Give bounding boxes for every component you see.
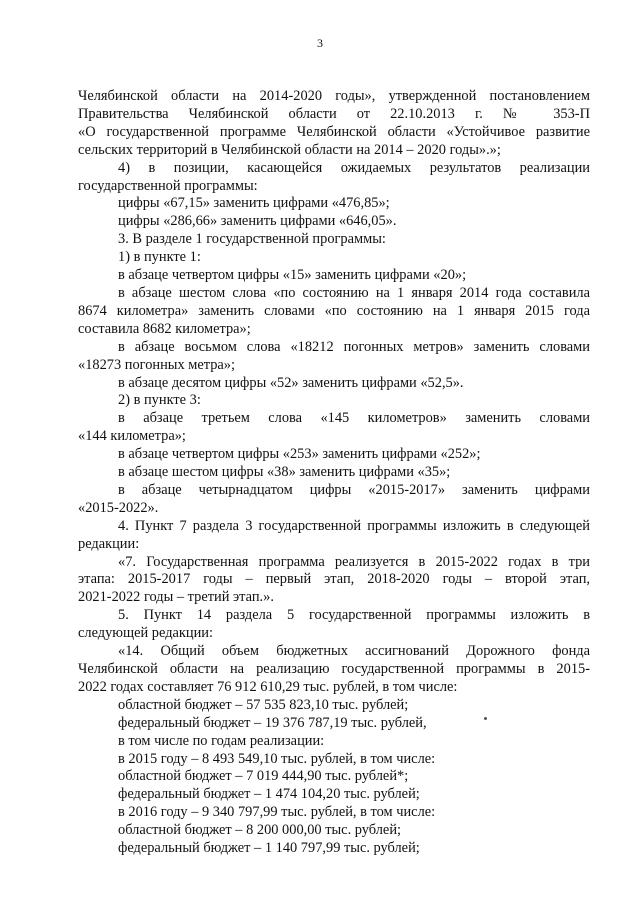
text-line: 8674 километра» заменить словами «по состоянию на 1 января 2015 года (78, 302, 590, 319)
text-line: 1) в пункте 1: (118, 249, 201, 266)
text-line: федеральный бюджет – 1 474 104,20 тыс. рублей; (118, 786, 420, 803)
text-line: «О государственной программе Челябинской области «Устойчивое развитие (78, 123, 590, 140)
text-line: в 2015 году – 8 493 549,10 тыс. рублей, в том числе: (118, 750, 436, 767)
text-line: 2022 годах составляет 76 912 610,29 тыс. рублей, в том числе: (78, 678, 458, 695)
text-line: редакции: (78, 535, 140, 552)
text-line: 4. Пункт 7 раздела 3 государственной программы изложить в следующей (118, 517, 590, 534)
text-line: федеральный бюджет – 1 140 797,99 тыс. рублей; (118, 840, 420, 857)
text-line: в 2016 году – 9 340 797,99 тыс. рублей, в том числе: (118, 804, 436, 821)
text-line: 4) в позиции, касающейся ожидаемых результатов реализации (118, 159, 590, 176)
text-line: в том числе по годам реализации: (118, 732, 325, 749)
text-line: областной бюджет – 8 200 000,00 тыс. рублей; (118, 822, 402, 839)
page-number: 3 (317, 36, 323, 50)
text-line: 2021-2022 годы – третий этап.». (78, 589, 274, 606)
text-line: цифры «67,15» заменить цифрами «476,85»; (118, 195, 390, 212)
text-line: в абзаце четвертом цифры «253» заменить цифрами «252»; (118, 446, 481, 463)
text-line: в абзаце четырнадцатом цифры «2015-2017» заменить цифрами (118, 481, 590, 498)
text-line: «14. Общий объем бюджетных ассигнований Дорожного фонда (118, 643, 590, 660)
text-line: в абзаце третьем слова «145 километров» заменить словами (118, 410, 590, 427)
text-line: этапа: 2015-2017 годы – первый этап, 2018-2020 годы – второй этап, (78, 571, 590, 588)
text-line: сельских территорий в Челябинской области на 2014 – 2020 годы».»; (78, 141, 501, 158)
text-line: областной бюджет – 57 535 823,10 тыс. рублей; (118, 696, 409, 713)
text-line: 3. В разделе 1 государственной программы: (118, 231, 386, 248)
text-line: цифры «286,66» заменить цифрами «646,05». (118, 213, 397, 230)
text-line: «2015-2022». (78, 499, 159, 516)
text-line: в абзаце шестом цифры «38» заменить цифрами «35»; (118, 464, 451, 481)
text-line: Правительства Челябинской области от 22.10.2013 г. № 353-П (78, 105, 590, 122)
text-line: 2) в пункте 3: (118, 392, 201, 409)
text-line: в абзаце десятом цифры «52» заменить цифрами «52,5». (118, 374, 464, 391)
text-line: «7. Государственная программа реализуется в 2015-2022 годах в три (118, 553, 590, 570)
scan-speck (484, 717, 487, 720)
text-line: областной бюджет – 7 019 444,90 тыс. рублей*; (118, 768, 409, 785)
document-body (78, 88, 590, 858)
text-line: «18273 погонных метра»; (78, 356, 236, 373)
text-line: федеральный бюджет – 19 376 787,19 тыс. рублей, (118, 714, 427, 731)
text-line: в абзаце четвертом цифры «15» заменить цифрами «20»; (118, 267, 467, 284)
text-line: «144 километра»; (78, 428, 186, 445)
text-line: следующей редакции: (78, 625, 213, 642)
text-line: в абзаце восьмом слова «18212 погонных метров» заменить словами (118, 338, 590, 355)
text-line: Челябинской области на 2014-2020 годы», утвержденной постановлением (78, 88, 590, 104)
text-line: Челябинской области на реализацию государственной программы в 2015- (78, 661, 590, 677)
text-line: государственной программы: (78, 177, 258, 194)
text-line: составила 8682 километра»; (78, 320, 251, 337)
text-line: 5. Пункт 14 раздела 5 государственной программы изложить в (118, 607, 590, 624)
text-line: в абзаце шестом слова «по состоянию на 1 января 2014 года составила (118, 284, 590, 301)
